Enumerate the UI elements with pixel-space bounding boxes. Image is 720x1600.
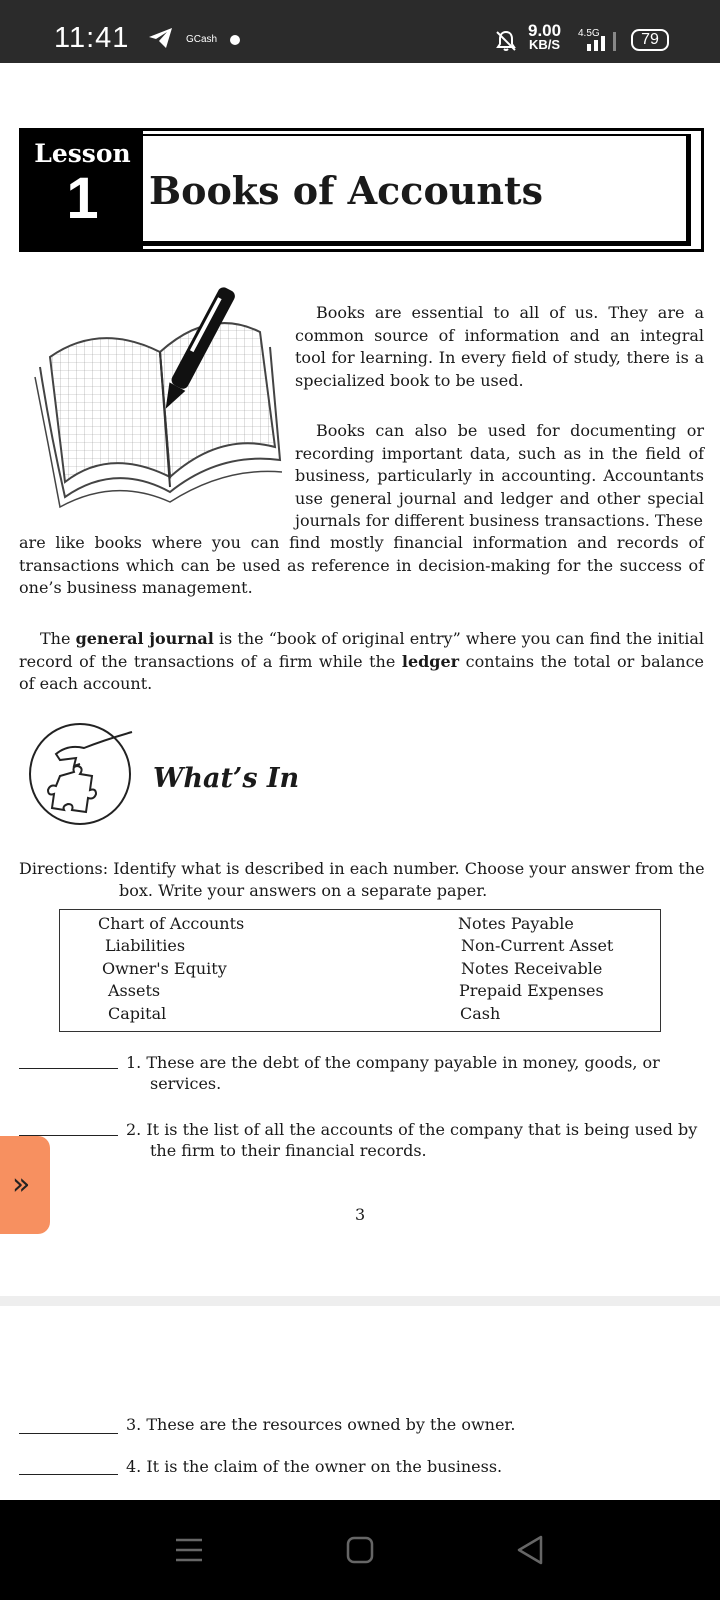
p3-text-after: contains the total or balance of each account. (19, 651, 705, 693)
back-icon[interactable] (515, 1534, 545, 1566)
notification-dot-icon (230, 35, 240, 45)
choice-item: Owner's Equity (102, 959, 227, 978)
lesson-title: Books of Accounts (149, 168, 543, 213)
network-speed-value: 9.00 (528, 21, 562, 40)
open-book-with-pen-illustration (20, 282, 282, 517)
term-ledger: ledger (401, 651, 460, 671)
answer-blank-3 (19, 1433, 118, 1434)
answer-choices-box (59, 909, 661, 1032)
navigation-bar (0, 1500, 720, 1600)
answer-blank-1 (19, 1068, 118, 1069)
question-4: 4. It is the claim of the owner on the business. (126, 1457, 503, 1476)
lesson-number: 1 (66, 166, 99, 231)
choice-item: Prepaid Expenses (459, 981, 604, 1000)
battery-indicator: 79 (631, 29, 669, 51)
question-1-line-2: services. (150, 1074, 222, 1093)
question-1 (126, 1052, 660, 1094)
intro-paragraph-1: Books are essential to all of us. They are a common source of information and an integral tool for learning. In every field of study, there is a specialized book to be used. (295, 303, 704, 390)
bell-muted-icon (495, 30, 517, 52)
intro-paragraph-3 (19, 628, 704, 696)
directions-line-2: box. Write your answers on a separate paper. (119, 881, 488, 900)
status-bar (0, 0, 720, 63)
choice-item: Notes Receivable (461, 959, 603, 978)
recent-apps-icon[interactable] (174, 1536, 204, 1564)
lesson-title-box (141, 134, 691, 246)
double-chevron-right-icon: » (12, 1167, 31, 1202)
side-panel-handle[interactable] (0, 1136, 50, 1234)
network-type: 4.5G (578, 28, 600, 39)
choice-item: Chart of Accounts (98, 914, 245, 933)
lesson-tag (22, 131, 143, 249)
home-icon[interactable] (346, 1536, 374, 1564)
whats-in-heading: What’s In (153, 763, 300, 794)
puzzle-hand-illustration (24, 718, 136, 830)
page-separator (0, 1296, 720, 1306)
choice-item: Capital (108, 1004, 167, 1023)
gcash-notification-label: GCash (186, 34, 218, 45)
question-2 (126, 1119, 697, 1161)
telegram-send-icon (148, 27, 174, 49)
choice-item: Assets (108, 981, 161, 1000)
answer-blank-4 (19, 1474, 118, 1475)
question-3: 3. These are the resources owned by the owner. (126, 1415, 516, 1434)
page-number: 3 (355, 1205, 366, 1224)
p3-text-middle: is the “book of original entry” where you can find the initial record of the transactions of a firm while the (19, 629, 704, 671)
p3-text-before: The (40, 629, 76, 648)
network-speed (528, 21, 562, 52)
directions-text (19, 858, 709, 902)
signal-strength-icon (585, 30, 619, 52)
lesson-header (19, 128, 704, 252)
network-speed-unit: KB/S (529, 37, 561, 52)
intro-paragraph-2-continued: are like books where you can find mostly financial information and records of transactions which can be used as reference in decision-making for the success of one’s business management. (19, 533, 704, 597)
question-2-line-2: the firm to their financial records. (150, 1141, 427, 1160)
choice-item: Non-Current Asset (461, 936, 614, 955)
intro-paragraph-2: Books can also be used for documenting or recording important data, such as in the field of business, particularly in accounting. Accountants use general journal and ledger and other special journals for different business transactions. These (295, 421, 704, 530)
question-2-line-1: 2. It is the list of all the accounts of the company that is being used by (126, 1120, 698, 1139)
question-1-line-1: 1. These are the debt of the company payable in money, goods, or (126, 1053, 660, 1072)
status-time: 11:41 (54, 22, 130, 54)
lesson-label: Lesson (34, 139, 131, 168)
choice-item: Notes Payable (458, 914, 574, 933)
choice-item: Cash (460, 1004, 501, 1023)
choice-item: Liabilities (105, 936, 186, 955)
directions-line-1: Directions: Identify what is described in each number. Choose your answer from the (19, 859, 705, 878)
term-general-journal: general journal (75, 629, 214, 648)
